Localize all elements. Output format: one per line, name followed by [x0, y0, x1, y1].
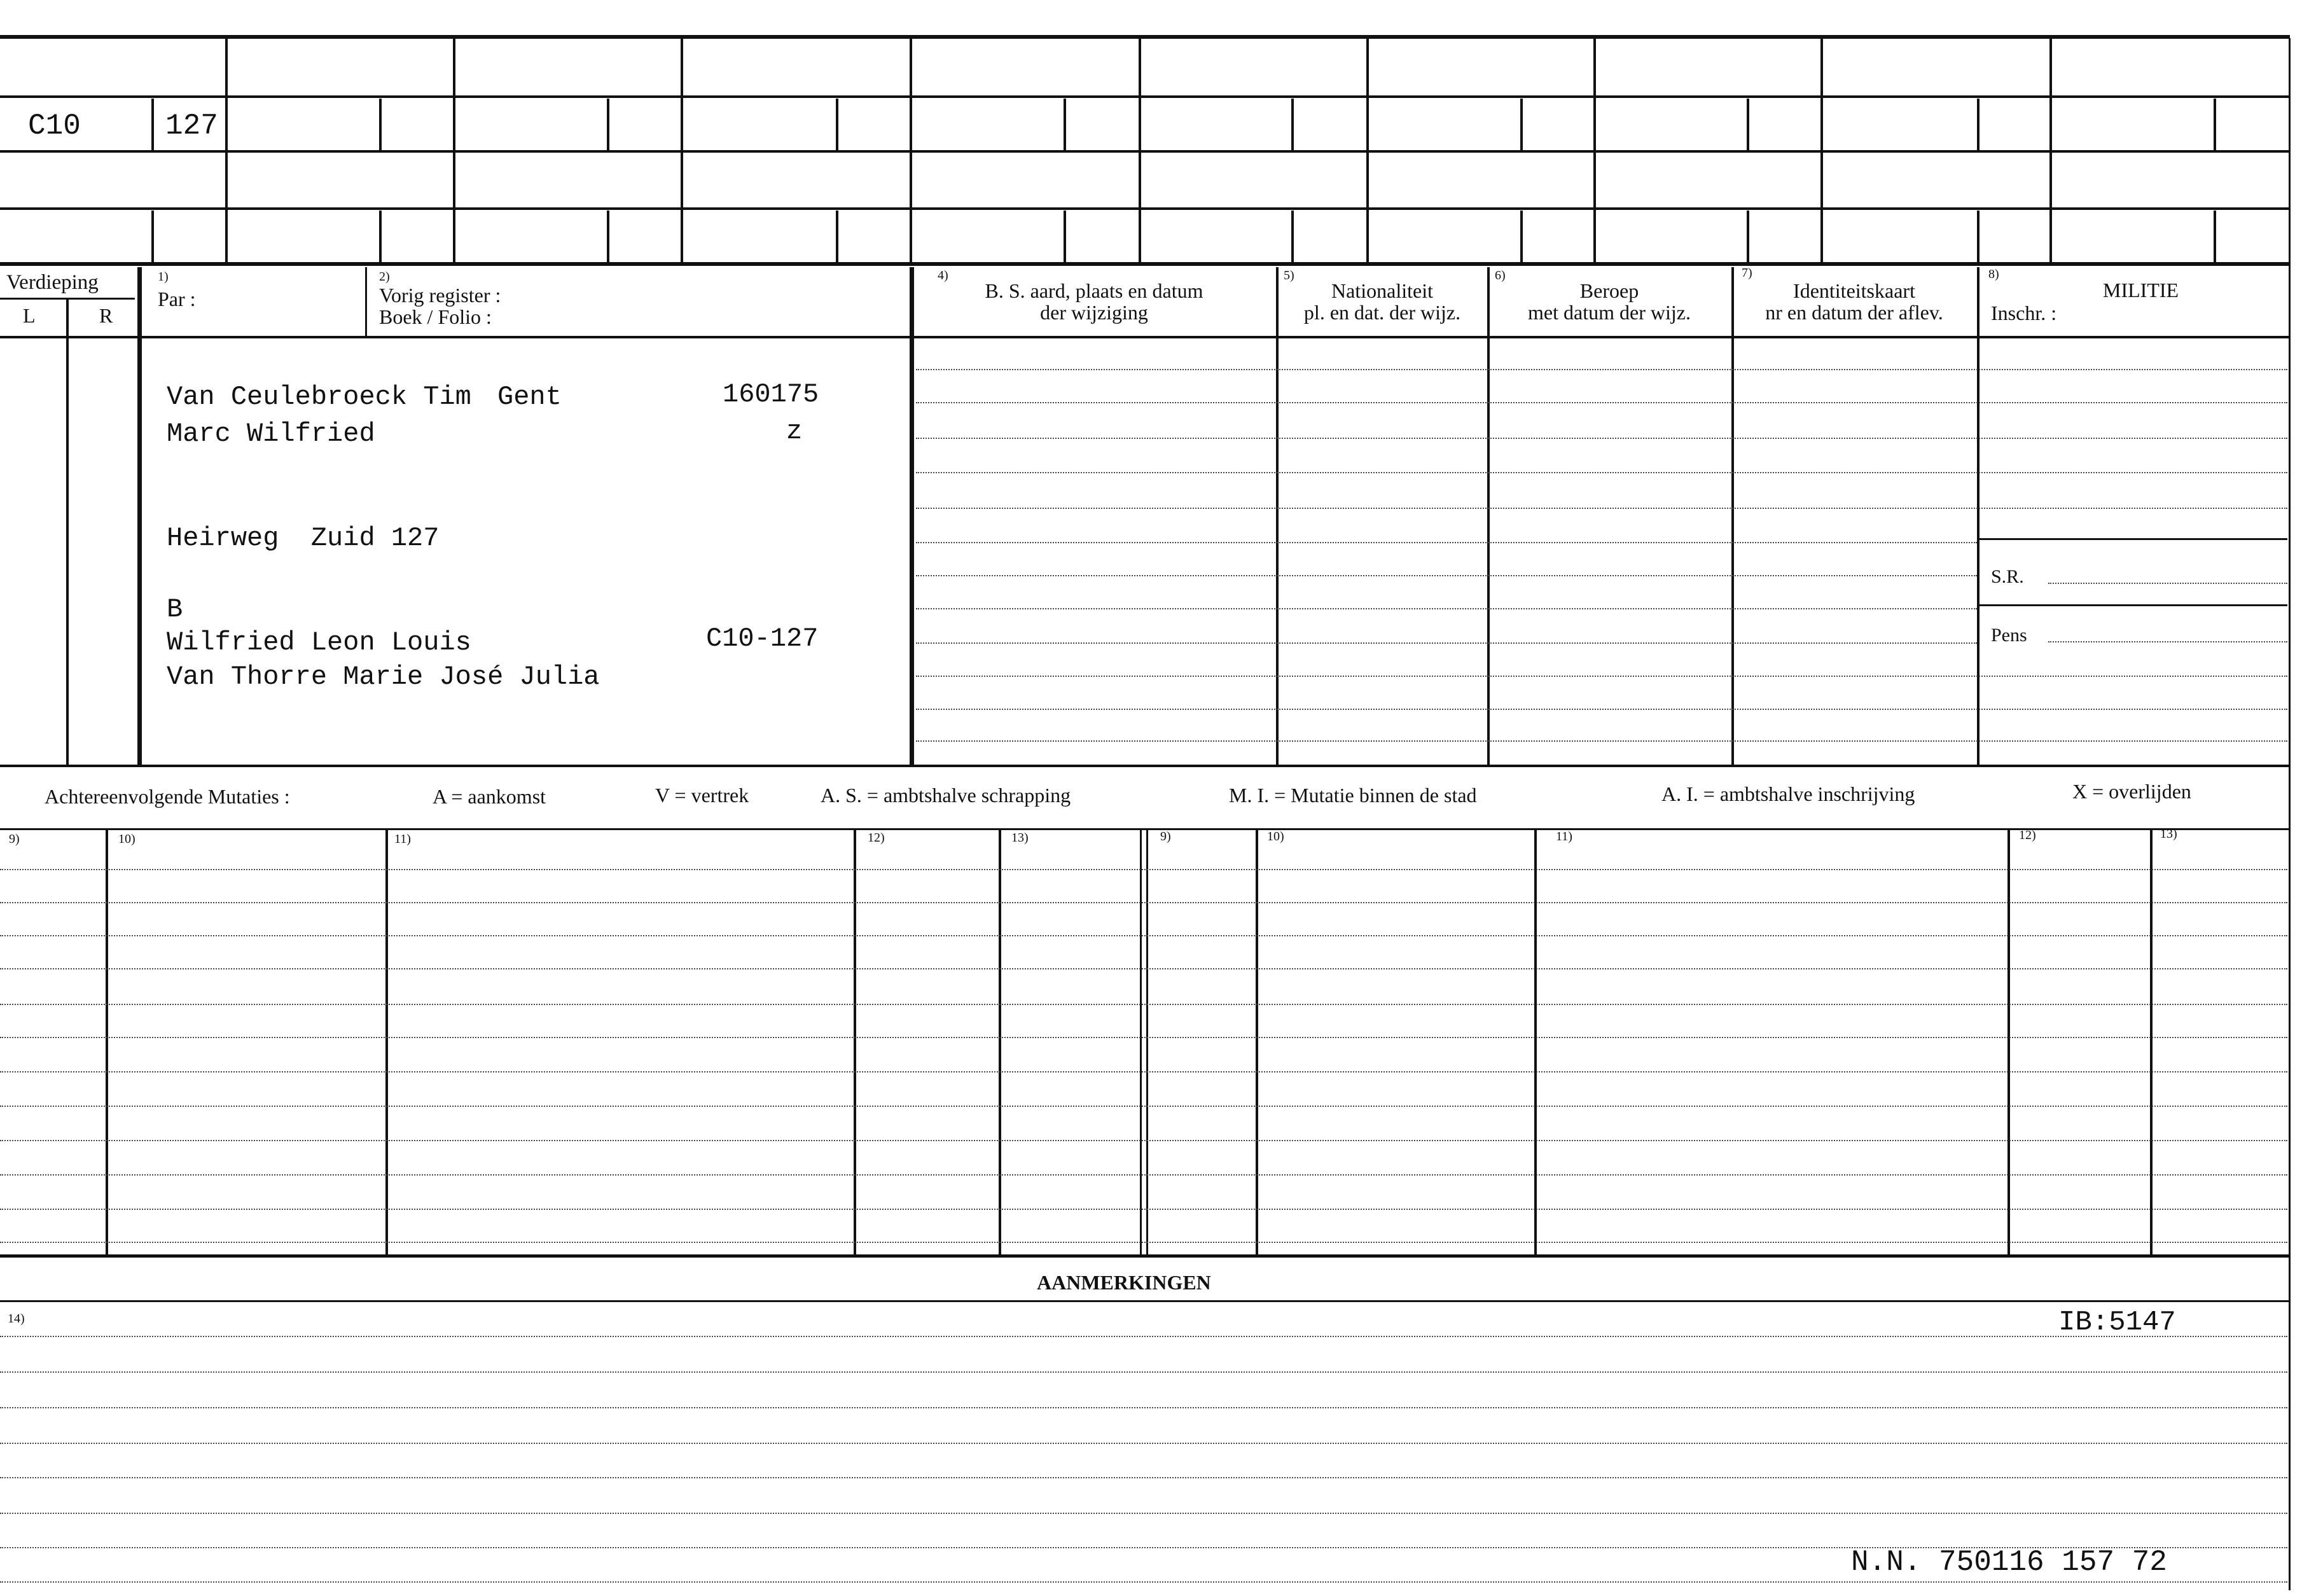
- col-number: 9): [9, 832, 20, 846]
- rule: [1291, 99, 1294, 150]
- rule: [0, 262, 2290, 266]
- rule: [836, 211, 838, 262]
- nn-number: N.N. 750116 157 72: [1851, 1546, 2167, 1579]
- rule: [0, 207, 2290, 210]
- rule: [1820, 38, 1823, 262]
- nat-header-line2: pl. en dat. der wijz.: [1303, 301, 1461, 324]
- rule: [0, 95, 2290, 98]
- dotted-line: [916, 642, 1977, 644]
- rule: [1291, 211, 1294, 262]
- rule: [1366, 38, 1369, 262]
- page-edge: [2289, 38, 2291, 1590]
- rule: [225, 38, 228, 262]
- reference-code: C10-127: [706, 623, 819, 654]
- floor-r-label: R: [99, 304, 113, 327]
- rule: [1747, 99, 1749, 150]
- dotted-line: [916, 402, 2287, 403]
- rule: [1593, 38, 1596, 262]
- rule: [0, 828, 2290, 830]
- rule: [607, 211, 609, 262]
- mutaties-label: Achtereenvolgende Mutaties :: [45, 785, 290, 808]
- rule: [365, 267, 367, 336]
- col-number: 10): [1267, 829, 1284, 843]
- nat-header-line1: Nationaliteit: [1331, 279, 1433, 302]
- given-names: Marc Wilfried: [167, 419, 375, 449]
- col-number: 12): [2019, 828, 2036, 842]
- dotted-line: [2048, 641, 2287, 642]
- dotted-line: [916, 472, 2287, 473]
- pens-label: Pens: [1991, 625, 2027, 646]
- category: B: [167, 594, 183, 625]
- address: Heirweg Zuid 127: [167, 523, 440, 553]
- identiteitskaart-header: [1733, 280, 1976, 323]
- dotted-line: [0, 1336, 2287, 1337]
- sex: z: [786, 416, 803, 447]
- rule: [1139, 38, 1141, 262]
- rule: [66, 299, 69, 766]
- birthdate: 160175: [723, 379, 819, 410]
- rule: [1520, 99, 1523, 150]
- rule: [2214, 99, 2216, 150]
- floor-l-label: L: [23, 304, 36, 327]
- rule: [1980, 604, 2287, 606]
- bs-header-line1: B. S. aard, plaats en datum: [985, 279, 1203, 302]
- rule: [0, 1254, 2290, 1258]
- rule: [1140, 829, 1142, 1256]
- rule: [1256, 829, 1258, 1256]
- dotted-line: [0, 1106, 2287, 1107]
- dotted-line: [0, 1209, 2287, 1210]
- militie-header: MILITIE: [2103, 279, 2179, 302]
- col-number: 11): [394, 832, 411, 846]
- col-number: 11): [1556, 829, 1572, 843]
- rule: [1064, 211, 1066, 262]
- rule: [0, 765, 2290, 767]
- par-label: Par :: [158, 288, 196, 310]
- rule: [681, 38, 683, 262]
- col-number: 5): [1284, 268, 1294, 282]
- inschr-label: Inschr. :: [1991, 302, 2057, 324]
- id-header-line1: Identiteitskaart: [1793, 279, 1915, 302]
- rule: [1534, 829, 1537, 1256]
- col-number: 13): [1011, 831, 1029, 845]
- col-number: 10): [118, 832, 135, 846]
- dotted-line: [916, 608, 1977, 609]
- dotted-line: [0, 1174, 2287, 1176]
- nationaliteit-header: [1277, 280, 1487, 323]
- rule: [999, 829, 1001, 1256]
- rule: [106, 829, 108, 1256]
- father-names: Wilfried Leon Louis: [167, 627, 471, 658]
- beroep-header-line1: Beroep: [1579, 279, 1639, 302]
- dotted-line: [0, 1071, 2287, 1072]
- legend-schrapping: A. S. = ambtshalve schrapping: [821, 784, 1071, 807]
- rule: [1064, 99, 1066, 150]
- rule: [1731, 267, 1734, 766]
- dotted-line: [0, 869, 2287, 870]
- rule: [1487, 267, 1490, 766]
- dotted-line: [916, 369, 2287, 370]
- rule: [1276, 267, 1279, 766]
- rule: [854, 829, 856, 1256]
- rule: [1520, 211, 1523, 262]
- dotted-line: [916, 709, 2287, 710]
- col-number: 14): [8, 1312, 25, 1326]
- dotted-line: [2048, 583, 2287, 584]
- col-number: 7): [1742, 266, 1752, 280]
- rule: [836, 99, 838, 150]
- grid-code-1: C10: [28, 109, 81, 142]
- rule: [910, 38, 912, 262]
- col-number: 6): [1495, 268, 1506, 282]
- legend-aankomst: A = aankomst: [433, 785, 546, 808]
- dotted-line: [0, 902, 2287, 903]
- dotted-line: [0, 1037, 2287, 1038]
- bs-header: [916, 280, 1272, 323]
- aanmerkingen-title: AANMERKINGEN: [1037, 1271, 1211, 1294]
- mother-names: Van Thorre Marie José Julia: [167, 662, 600, 692]
- grid-code-2: 127: [165, 109, 218, 142]
- col-number: 2): [379, 270, 390, 284]
- rule: [2049, 38, 2052, 262]
- dotted-line: [0, 1581, 2287, 1583]
- legend-mutatie: M. I. = Mutatie binnen de stad: [1229, 784, 1477, 807]
- rule: [0, 35, 2290, 39]
- ib-number: IB:5147: [2058, 1307, 2176, 1338]
- rule: [151, 211, 154, 262]
- dotted-line: [916, 438, 2287, 439]
- rule: [1977, 267, 1980, 766]
- col-number: 8): [1988, 267, 1999, 281]
- dotted-line: [0, 1477, 2287, 1478]
- bs-header-line2: der wijziging: [1040, 301, 1148, 324]
- dotted-line: [0, 935, 2287, 936]
- rule: [453, 38, 455, 262]
- birthplace: Gent: [497, 382, 562, 412]
- rule: [2007, 829, 2010, 1256]
- dotted-line: [916, 575, 1977, 576]
- dotted-line: [0, 968, 2287, 969]
- rule: [1747, 211, 1749, 262]
- rule: [0, 150, 2290, 153]
- rule: [1980, 538, 2287, 540]
- vorig-register-label: Vorig register :: [379, 284, 501, 307]
- dotted-line: [0, 1443, 2287, 1444]
- col-number: 4): [938, 268, 948, 282]
- boek-folio-label: Boek / Folio :: [379, 305, 492, 328]
- verdieping-label: Verdieping: [6, 271, 99, 294]
- dotted-line: [0, 1140, 2287, 1141]
- rule: [379, 99, 382, 150]
- rule: [1146, 829, 1148, 1256]
- col-number: 13): [2160, 827, 2177, 841]
- legend-inschrijving: A. I. = ambtshalve inschrijving: [1661, 782, 1915, 805]
- rule: [0, 336, 2290, 338]
- sr-label: S.R.: [1991, 566, 2024, 587]
- dotted-line: [916, 542, 1977, 543]
- person-name: Van Ceulebroeck Tim: [167, 382, 471, 412]
- dotted-line: [0, 1513, 2287, 1514]
- legend-overlijden: X = overlijden: [2072, 780, 2191, 803]
- rule: [0, 1300, 2290, 1302]
- dotted-line: [916, 676, 2287, 677]
- col-number: 9): [1160, 829, 1171, 843]
- rule: [1977, 211, 1980, 262]
- rule: [151, 99, 154, 150]
- rule: [2214, 211, 2216, 262]
- dotted-line: [0, 1004, 2287, 1005]
- dotted-line: [0, 1407, 2287, 1408]
- dotted-line: [0, 1371, 2287, 1373]
- beroep-header-line2: met datum der wijz.: [1528, 301, 1691, 324]
- dotted-line: [916, 740, 2287, 742]
- rule: [379, 211, 382, 262]
- rule: [1977, 99, 1980, 150]
- rule: [2150, 829, 2153, 1256]
- dotted-line: [916, 508, 2287, 509]
- rule: [607, 99, 609, 150]
- col-number: 1): [158, 270, 169, 284]
- rule: [385, 829, 388, 1256]
- col-number: 12): [868, 831, 885, 845]
- dotted-line: [0, 1242, 2287, 1243]
- legend-vertrek: V = vertrek: [655, 784, 749, 807]
- rule: [137, 267, 142, 766]
- beroep-header: [1488, 280, 1730, 323]
- rule: [910, 267, 914, 766]
- id-header-line2: nr en datum der aflev.: [1765, 301, 1943, 324]
